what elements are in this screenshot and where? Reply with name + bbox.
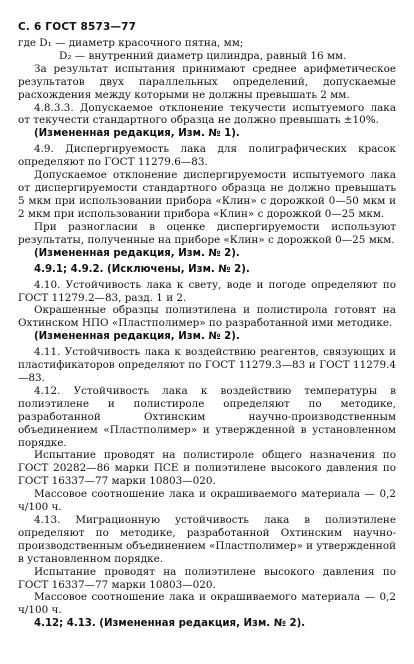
paragraph-4-11: 4.11. Устойчивость лака к воздействию реагентов, связующих и пластификаторов определяют по ГОСТ 11279.3—83 и ГОСТ 11279.4—83. [18, 346, 396, 385]
paragraph-4-9: 4.9. Диспергируемость лака для полиграфических красок определяют по ГОСТ 11279.6—83. [18, 143, 396, 169]
paragraph-test-1: Испытание проводят на полистироле общего назначения по ГОСТ 20282—86 марки ПСЕ и полиэтилене высокого давления по ГОСТ 16337—77 марки 10803—020. [18, 449, 396, 488]
paragraph-4-10: 4.10. Устойчивость лака к свету, воде и погоде определяют по ГОСТ 11279.2—83, разд. 1 и 2. [18, 278, 396, 304]
excluded-note: 4.9.1; 4.9.2. (Исключены, Изм. № 2). [34, 263, 250, 275]
amendment-note-2b: (Измененная редакция, Изм. № 2). [34, 331, 240, 343]
definition-d1: где D₁ — диаметр красочного пятна, мм; [18, 37, 244, 49]
paragraph-disagreement: При разногласии в оценке диспергируемости используют результаты, полученные на приборе «Клин» с дорожкой 0—25 мкм. [18, 220, 396, 246]
paragraph-test-2: Испытание проводят на полиэтилене высокого давления по ГОСТ 16337—77 марки 10803—020. [18, 565, 396, 591]
paragraph-4-8-3-3: 4.8.3.3. Допускаемое отклонение текучести испытуемого лака от текучести стандартного образца не должно превышать ±10%. [18, 101, 396, 127]
paragraph-samples: Окрашенные образцы полиэтилена и полистирола готовят на Охтинском НПО «Пластполимер» по разработанной ими методике. [18, 304, 396, 330]
amendment-note-1: (Измененная редакция, Изм. № 1). [34, 128, 240, 140]
paragraph-result: За результат испытания принимают среднее арифметическое результатов двух параллельных определений, допускаемые расхождения между которыми не должны превышать 2 мм. [18, 62, 396, 101]
definition-d2: D₂ — внутренний диаметр цилиндра, равный 16 мм. [59, 49, 347, 62]
amendment-note-final: 4.12; 4.13. (Измененная редакция, Изм. № 2). [34, 618, 306, 630]
paragraph-deviation: Допускаемое отклонение диспергируемости испытуемого лака от диспергируемости стандартного образца не должно превышать 5 мкм при использовании прибора «Клин» с дорожкой 0—50 мкм и 2 мкм при использовании прибора «Клин» с дорожкой 0—25 мкм. [18, 169, 396, 220]
amendment-note-2a: (Измененная редакция, Изм. № 2). [34, 247, 240, 259]
paragraph-mass-2: Массовое соотношение лака и окрашиваемого материала — 0,2 ч/100 ч. [18, 591, 396, 617]
paragraph-mass-1: Массовое соотношение лака и окрашиваемого материала — 0,2 ч/100 ч. [18, 488, 396, 514]
paragraph-4-12: 4.12. Устойчивость лака к воздействию температуры в полиэтилене и полистироле определяют по методике, разработанной Охтинским научно-производственным объединением «Пластполимер» и утвержденной в установленном порядке. [18, 384, 396, 449]
paragraph-4-13: 4.13. Миграционную устойчивость лака в полиэтилене определяют по методике, разработанной Охтинским научно-производственным объединением «Пластполимер» и утвержденной в установленном порядке. [18, 514, 396, 565]
page-header: С. 6 ГОСТ 8573—77 [18, 21, 137, 33]
